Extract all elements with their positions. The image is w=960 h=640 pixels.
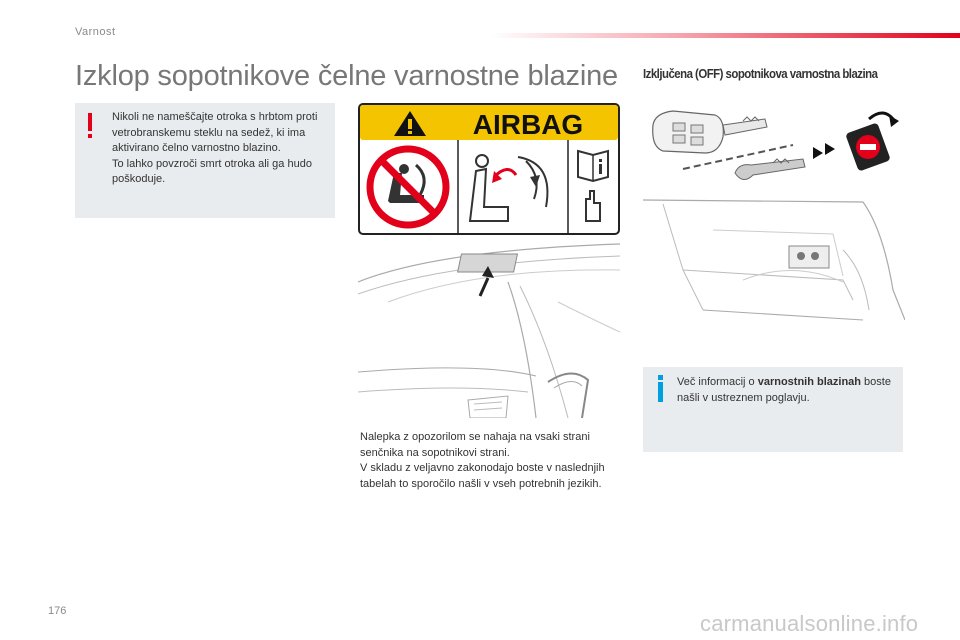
key-switch-illustration <box>643 97 905 197</box>
info-text-prefix: Več informacij o <box>677 376 758 388</box>
airbag-warning-label <box>358 103 620 235</box>
warning-exclamation-icon <box>88 113 92 131</box>
page-title: Izklop sopotnikove čelne varnostne blazine <box>75 60 618 92</box>
info-text <box>677 375 897 406</box>
warning-text: Nikoli ne nameščajte otroka s hrbtom proti vetrobranskemu steklu na sedež, ki ima aktivirano čelno varnostno blazino. To lahko povzroči smrt otroka ali ga hudo poškoduje. <box>112 111 318 185</box>
warning-exclamation-dot <box>88 134 92 138</box>
page-number: 176 <box>48 605 67 617</box>
off-section-title: Izključena (OFF) sopotnikova varnostna blazina <box>643 66 878 81</box>
double-chevron-arrow-icon <box>813 143 835 159</box>
airbag-label-text: AIRBAG <box>472 109 584 140</box>
info-icon <box>658 382 663 402</box>
airbag-off-switch-icon <box>845 122 891 171</box>
sun-visor-illustration <box>358 242 620 418</box>
watermark: carmanualsonline.info <box>700 611 919 636</box>
no-rear-facing-child-seat-icon <box>370 149 446 225</box>
info-icon-dot <box>658 375 663 380</box>
glovebox-illustration <box>643 190 905 330</box>
glovebox-switch-panel <box>789 246 829 268</box>
header-rule <box>490 33 960 38</box>
info-text-suffix: boste našli v ustreznem poglavju. <box>677 376 891 404</box>
info-text-bold: varnostnih blazinah <box>757 376 861 388</box>
sticker-description-text: Nalepka z opozorilom se nahaja na vsaki strani senčnika na sopotnikovi strani. V skladu z veljavno zakonodajo boste v naslednjih tabelah to sporočilo našli v vseh potrebnih jezikih. <box>360 431 605 490</box>
key-blade-icon <box>735 159 805 180</box>
info-box <box>643 367 903 452</box>
warning-box <box>75 103 335 218</box>
section-label: Varnost <box>75 26 116 38</box>
car-key-icon <box>653 111 767 153</box>
